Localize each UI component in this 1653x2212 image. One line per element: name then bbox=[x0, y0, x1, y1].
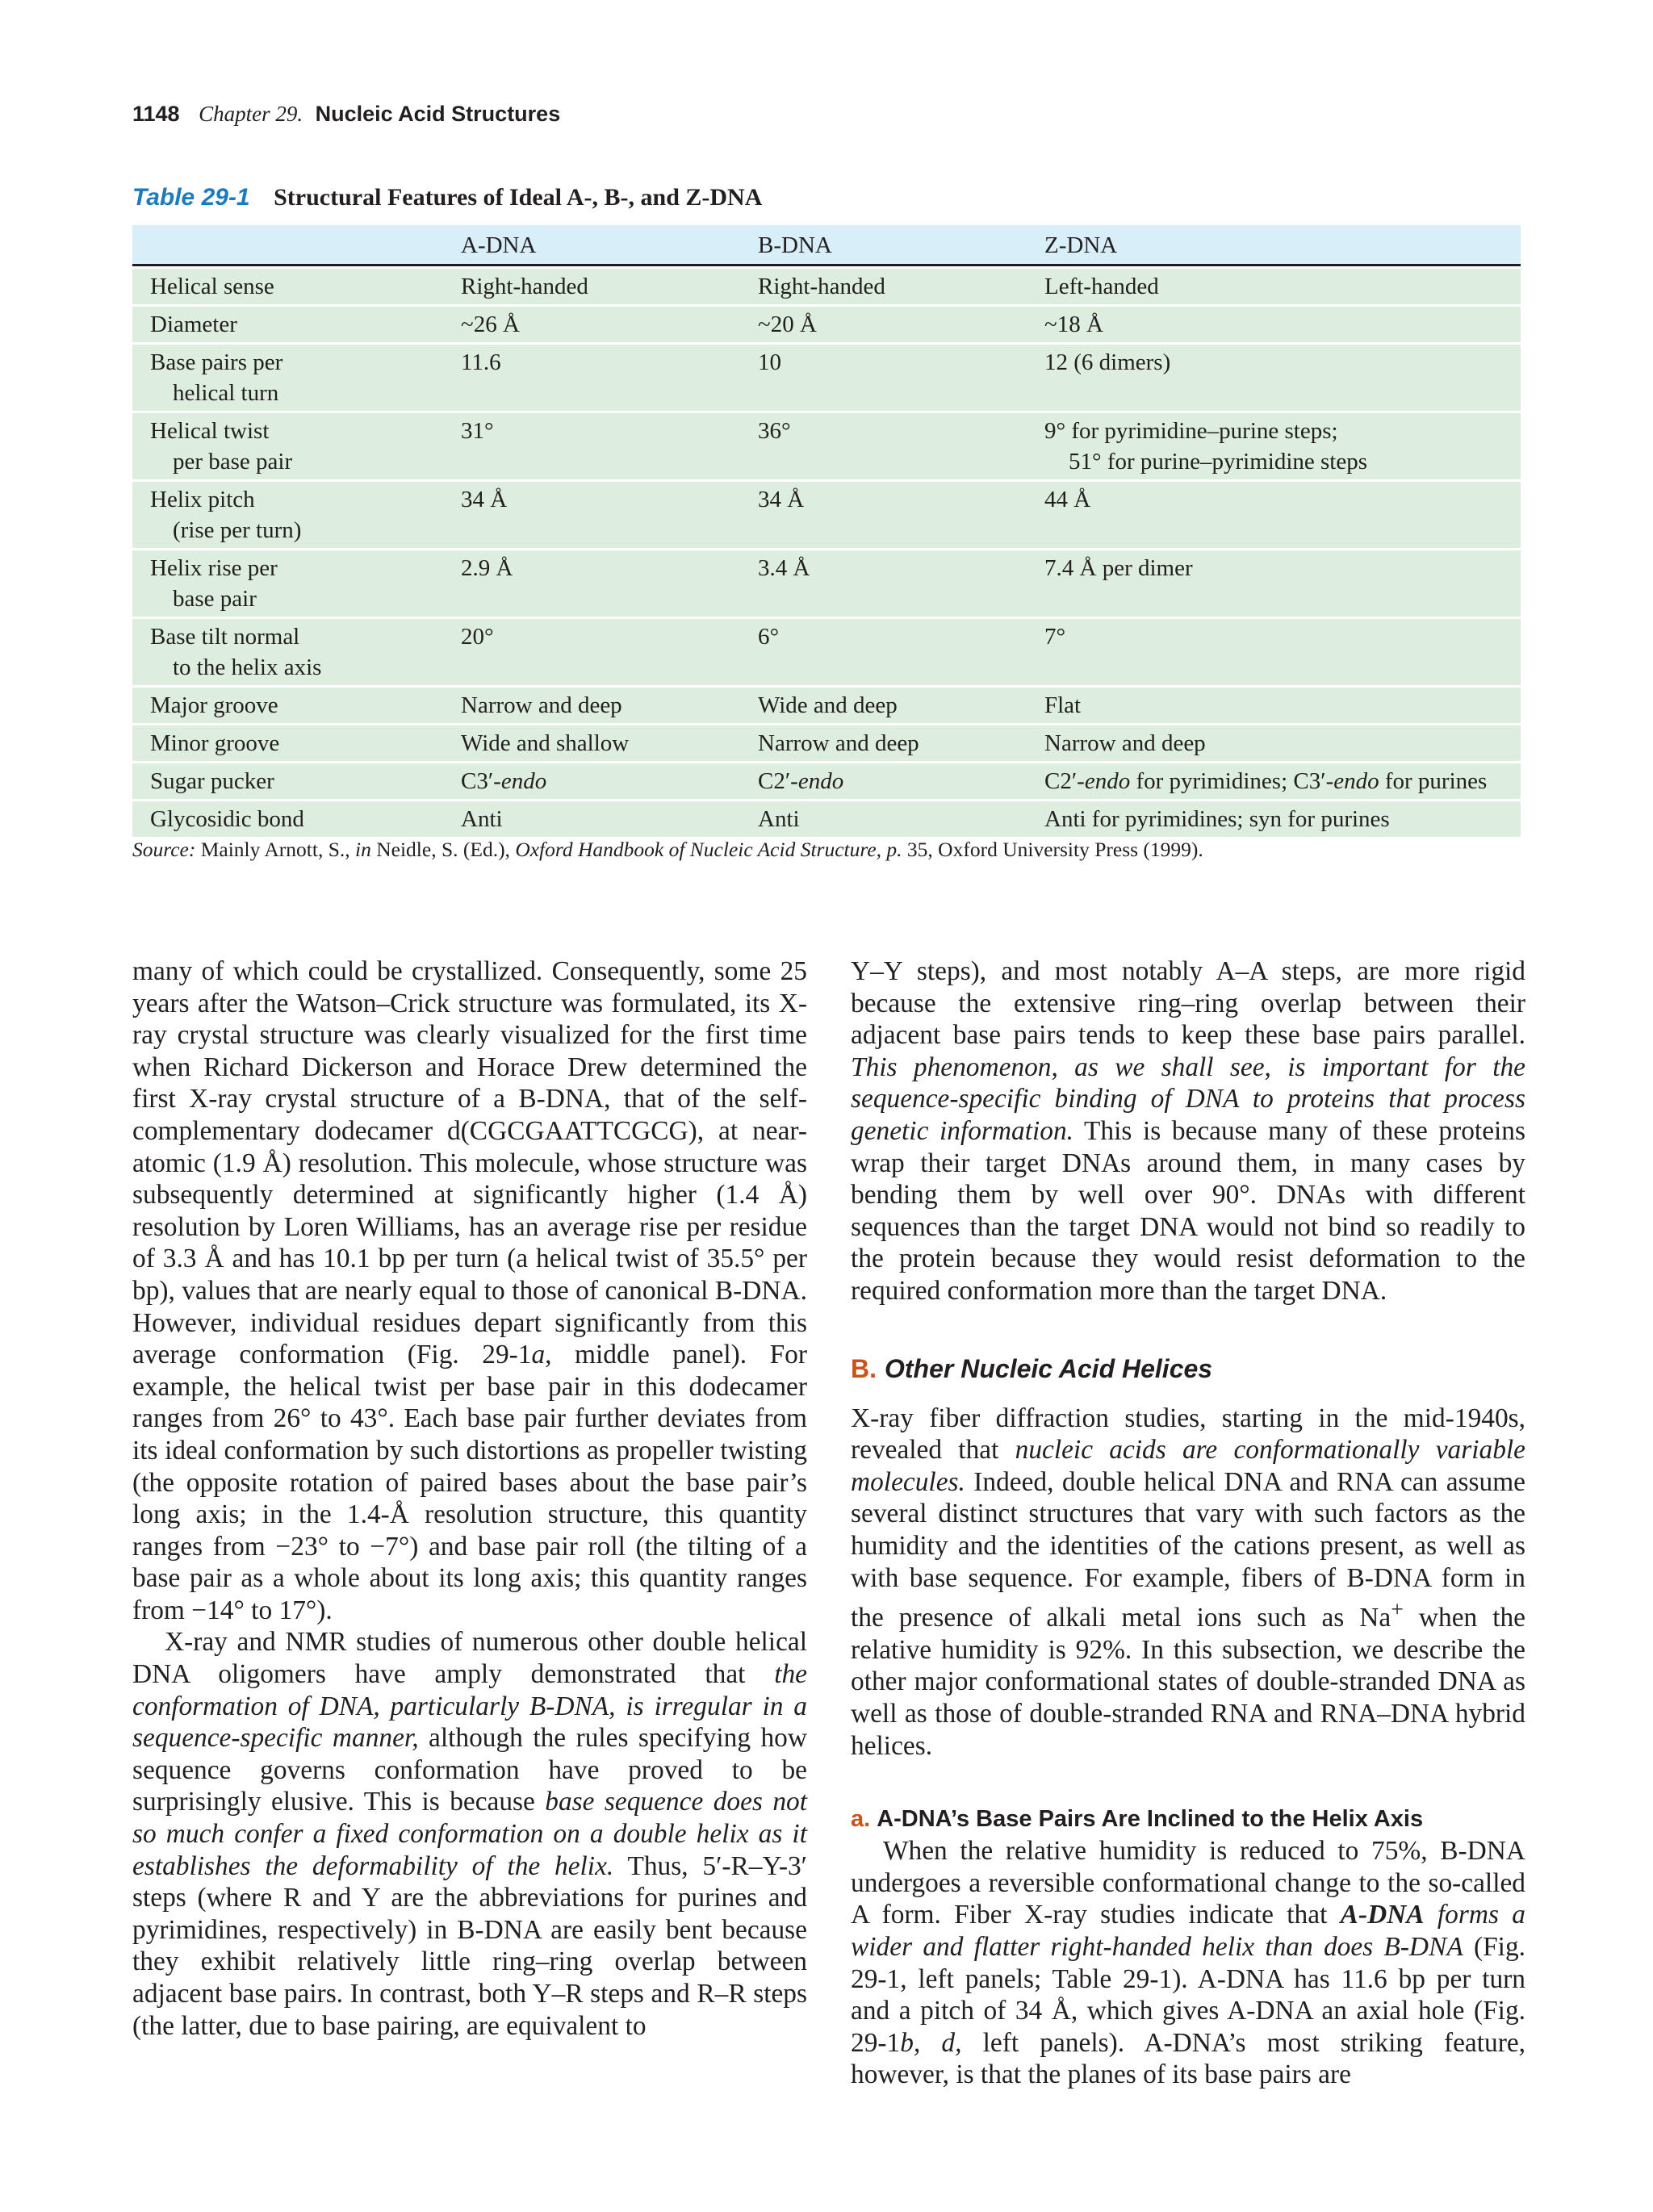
row-label: Helical sense bbox=[132, 269, 461, 304]
column-header-feature bbox=[132, 225, 461, 266]
cell-a-dna: Anti bbox=[461, 801, 758, 837]
column-header-z-dna: Z-DNA bbox=[1044, 225, 1521, 266]
cell-b-dna: 36° bbox=[758, 413, 1044, 479]
cell-z-dna: C2′-endo for pyrimidines; C3′-endo for purines bbox=[1044, 763, 1521, 799]
table-row bbox=[132, 307, 1521, 342]
row-label: Base pairs per helical turn bbox=[132, 345, 461, 411]
paragraph: many of which could be crystallized. Consequently, some 25 years after the Watson–Crick structure was formulated, its X-ray crystal structure was clearly visualized for the first time when Richard Dickerson and Horace Drew determined the first X-ray crystal structure of a B-DNA, that of the self-complementary dodecamer d(CGCGAATTCGCG), at near-atomic (1.9 Å) resolution. This molecule, whose structure was subsequently determined at significantly higher (1.4 Å) resolution by Loren Williams, has an average rise per residue of 3.3 Å and has 10.1 bp per turn (a helical twist of 35.5° per bp), values that are nearly equal to those of canonical B-DNA. However, individual residues depart significantly from this average conformation (Fig. 29-1a, middle panel). For example, the helical twist per base pair in this dodecamer ranges from 26° to 43°. Each base pair further deviates from its ideal conformation by such distortions as propeller twisting (the opposite rotation of paired bases about the base pair’s long axis; in the 1.4-Å resolution structure, this quantity ranges from −23° to −7°) and base pair roll (the tilting of a base pair as a whole about its long axis; this quantity ranges from −14° to 17°). bbox=[132, 956, 807, 1625]
paragraph: When the relative humidity is reduced to 75%, B-DNA undergoes a reversible conformational change to the so-called A form. Fiber X-ray studies indicate that A-DNA forms a wider and flatter right-handed helix than does B-DNA (Fig. 29-1, left panels; Table 29-1). A-DNA has 11.6 bp per turn and a pitch of 34 Å, which gives A-DNA an axial hole (Fig. 29-1b, d, left panels). A-DNA’s most striking feature, however, is that the planes of its base pairs are bbox=[851, 1836, 1525, 2090]
table-row bbox=[132, 550, 1521, 617]
running-header bbox=[132, 102, 560, 127]
page-number: 1148 bbox=[132, 102, 180, 126]
row-label: Major groove bbox=[132, 688, 461, 723]
chapter-number: Chapter 29. bbox=[199, 102, 303, 126]
row-label: Minor groove bbox=[132, 725, 461, 761]
table-row bbox=[132, 725, 1521, 761]
cell-a-dna: Wide and shallow bbox=[461, 725, 758, 761]
dna-features-table bbox=[132, 223, 1521, 839]
cell-z-dna: Flat bbox=[1044, 688, 1521, 723]
cell-z-dna: Narrow and deep bbox=[1044, 725, 1521, 761]
cell-a-dna: Narrow and deep bbox=[461, 688, 758, 723]
table-number: Table 29-1 bbox=[132, 184, 250, 211]
cell-b-dna: 10 bbox=[758, 345, 1044, 411]
table-row bbox=[132, 345, 1521, 411]
row-label: Helix rise per base pair bbox=[132, 550, 461, 617]
cell-a-dna: C3′-endo bbox=[461, 763, 758, 799]
table-row-sugar-pucker bbox=[132, 763, 1521, 799]
cell-b-dna: C2′-endo bbox=[758, 763, 1044, 799]
cell-a-dna: 2.9 Å bbox=[461, 550, 758, 617]
cell-z-dna: 7.4 Å per dimer bbox=[1044, 550, 1521, 617]
cell-b-dna: Narrow and deep bbox=[758, 725, 1044, 761]
section-heading-b: B. Other Nucleic Acid Helices bbox=[851, 1353, 1213, 1383]
cell-z-dna: 9° for pyrimidine–purine steps; 51° for purine–pyrimidine steps bbox=[1044, 413, 1521, 479]
cell-b-dna: ~20 Å bbox=[758, 307, 1044, 342]
column-header-b-dna: B-DNA bbox=[758, 225, 1044, 266]
cell-z-dna: Left-handed bbox=[1044, 269, 1521, 304]
table-title: Structural Features of Ideal A-, B-, and Z-DNA bbox=[274, 184, 763, 211]
table-header-row bbox=[132, 225, 1521, 266]
table-row bbox=[132, 482, 1521, 548]
cell-a-dna: Right-handed bbox=[461, 269, 758, 304]
cell-a-dna: 34 Å bbox=[461, 482, 758, 548]
cell-a-dna: 31° bbox=[461, 413, 758, 479]
cell-z-dna: 7° bbox=[1044, 619, 1521, 685]
row-label: Glycosidic bond bbox=[132, 801, 461, 837]
cell-b-dna: Wide and deep bbox=[758, 688, 1044, 723]
cell-z-dna: 12 (6 dimers) bbox=[1044, 345, 1521, 411]
table-row-glycosidic-bond bbox=[132, 801, 1521, 837]
row-label: Helix pitch (rise per turn) bbox=[132, 482, 461, 548]
cell-a-dna: 20° bbox=[461, 619, 758, 685]
table-caption bbox=[132, 184, 762, 211]
cell-b-dna: 34 Å bbox=[758, 482, 1044, 548]
paragraph: X-ray fiber diffraction studies, starting in the mid-1940s, revealed that nucleic acids are conformationally variable molecules. Indeed, double helical DNA and RNA can assume several distinct structures that vary with such factors as the humidity and the identities of the cations present, as well as with base sequence. For example, fibers of B-DNA form in the presence of alkali metal ions such as Na+ when the relative humidity is 92%. In this subsection, we describe the other major conformational states of double-stranded DNA as well as those of double-stranded RNA and RNA–DNA hybrid helices. bbox=[851, 1403, 1526, 1761]
cell-b-dna: 6° bbox=[758, 619, 1044, 685]
cell-b-dna: Anti bbox=[758, 801, 1044, 837]
cell-z-dna: 44 Å bbox=[1044, 482, 1521, 548]
cell-z-dna: ~18 Å bbox=[1044, 307, 1521, 342]
row-label: Base tilt normal to the helix axis bbox=[132, 619, 461, 685]
paragraph: X-ray and NMR studies of numerous other double helical DNA oligomers have amply demonstrated that the conformation of DNA, particularly B-DNA, is irregular in a sequence-specific manner, although the rules specifying how sequence governs conformation have proved to be surprisingly elusive. This is because base sequence does not so much confer a fixed conformation on a double helix as it establishes the deformability of the helix. Thus, 5′-R–Y-3′ steps (where R and Y are the abbreviations for purines and pyrimidines, respectively) in B-DNA are easily bent because they exhibit relatively little ring–ring overlap between adjacent base pairs. In contrast, both Y–R steps and R–R steps (the latter, due to base pairing, are equivalent to bbox=[132, 1627, 807, 2041]
table-row bbox=[132, 413, 1521, 479]
column-header-a-dna: A-DNA bbox=[461, 225, 758, 266]
cell-a-dna: 11.6 bbox=[461, 345, 758, 411]
row-label: Helical twist per base pair bbox=[132, 413, 461, 479]
cell-z-dna: Anti for pyrimidines; syn for purines bbox=[1044, 801, 1521, 837]
cell-a-dna: ~26 Å bbox=[461, 307, 758, 342]
table-row bbox=[132, 688, 1521, 723]
cell-b-dna: 3.4 Å bbox=[758, 550, 1044, 617]
row-label: Sugar pucker bbox=[132, 763, 461, 799]
cell-b-dna: Right-handed bbox=[758, 269, 1044, 304]
subsection-heading-a: a. A-DNA’s Base Pairs Are Inclined to the Helix Axis bbox=[851, 1806, 1424, 1833]
paragraph: Y–Y steps), and most notably A–A steps, are more rigid because the extensive ring–ring overlap between their adjacent base pairs tends to keep these base pairs parallel. This phenomenon, as we shall see, is important for the sequence-specific binding of DNA to proteins that process genetic information. This is because many of these proteins wrap their target DNAs around them, in many cases by bending them by well over 90°. DNAs with different sequences than the target DNA would not bind so readily to the protein because they would resist deformation to the required conformation more than the target DNA. bbox=[851, 956, 1525, 1306]
row-label: Diameter bbox=[132, 307, 461, 342]
table-source-note: Source: Mainly Arnott, S., in Neidle, S. (Ed.), Oxford Handbook of Nucleic Acid Structure, p. 35, Oxford University Press (1999). bbox=[132, 838, 1203, 861]
right-column bbox=[851, 955, 1525, 2091]
table-row bbox=[132, 269, 1521, 304]
left-column bbox=[132, 955, 807, 2042]
chapter-title: Nucleic Acid Structures bbox=[315, 102, 561, 126]
table-body bbox=[132, 269, 1521, 837]
table-row bbox=[132, 619, 1521, 685]
